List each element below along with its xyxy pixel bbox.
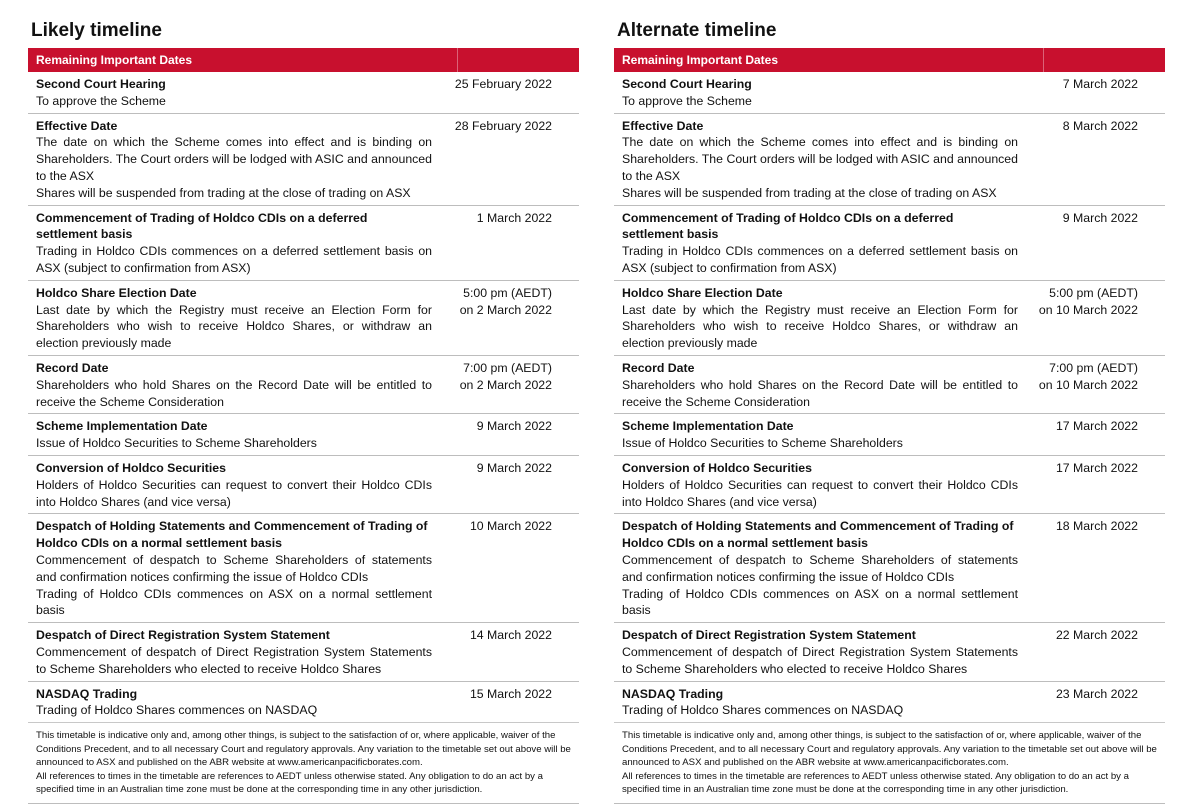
event-title: Despatch of Holding Statements and Commencement of Trading of Holdco CDIs on a normal settlement basis xyxy=(36,519,428,551)
timetable-notes xyxy=(614,723,1165,801)
event-row xyxy=(614,514,1165,623)
event-description: Commencement of despatch of Direct Registration System Statements to Scheme Shareholders who elected to receive Holdco Shares xyxy=(622,644,1018,676)
event-description: Trading of Holdco Shares commences on NASDAQ xyxy=(622,703,904,718)
table-header-date-col xyxy=(1043,48,1165,72)
event-title: Despatch of Direct Registration System Statement xyxy=(36,628,330,643)
event-row xyxy=(614,114,1165,206)
table-header xyxy=(614,48,1165,72)
event-description: Commencement of despatch to Scheme Shareholders of statements and confirmation notices confirming the issue of Holdco CDIs xyxy=(622,552,1018,584)
event-details xyxy=(614,360,1018,410)
event-details xyxy=(28,627,432,677)
event-details xyxy=(28,76,432,110)
event-title: Commencement of Trading of Holdco CDIs on a deferred settlement basis xyxy=(36,210,368,242)
event-description: Shareholders who hold Shares on the Record Date will be entitled to receive the Scheme Consideration xyxy=(622,377,1018,409)
note-paragraph: All references to times in the timetable are references to AEDT unless otherwise stated. Any obligation to do an act by a specified time in an Australian time zone must be done at the corresponding time in any other jurisdiction. xyxy=(36,770,543,796)
event-title: Record Date xyxy=(36,360,109,375)
event-row xyxy=(28,414,579,456)
event-title: Despatch of Holding Statements and Commencement of Trading of Holdco CDIs on a normal settlement basis xyxy=(622,519,1014,551)
event-title: NASDAQ Trading xyxy=(622,686,724,701)
event-row xyxy=(614,356,1165,414)
note-paragraph: All references to times in the timetable are references to AEDT unless otherwise stated. Any obligation to do an act by a specified time in an Australian time zone must be done at the corresponding time in any other jurisdiction. xyxy=(622,770,1129,796)
event-details xyxy=(614,460,1018,510)
event-row xyxy=(614,682,1165,723)
panel-title: Alternate timeline xyxy=(617,20,777,41)
event-description: Shareholders who hold Shares on the Record Date will be entitled to receive the Scheme Consideration xyxy=(36,377,432,409)
event-date: 9 March 2022 xyxy=(476,460,552,475)
event-description: The date on which the Scheme comes into effect and is binding on Shareholders. The Court orders will be lodged with ASIC and announced to the ASX xyxy=(36,135,432,183)
event-description: The date on which the Scheme comes into effect and is binding on Shareholders. The Court orders will be lodged with ASIC and announced to the ASX xyxy=(622,135,1018,183)
note-paragraph: This timetable is indicative only and, among other things, is subject to the satisfaction of or, where applicable, waiver of the Conditions Precedent, and to all necessary Court and regulatory approvals. Any variation to the timetable set out above will be announced to ASX and published on the ABR website at www.americanpacificborates.com. xyxy=(622,730,1157,769)
event-row xyxy=(614,72,1165,114)
event-row xyxy=(28,72,579,114)
event-row xyxy=(28,682,579,723)
event-details xyxy=(28,686,432,720)
event-title: Despatch of Direct Registration System Statement xyxy=(622,628,916,643)
event-title: Holdco Share Election Date xyxy=(36,285,197,300)
event-description: Trading in Holdco CDIs commences on a deferred settlement basis on ASX (subject to confirmation from ASX) xyxy=(622,244,1018,275)
event-details xyxy=(28,418,432,452)
event-title: Conversion of Holdco Securities xyxy=(36,460,226,475)
event-row xyxy=(28,514,579,623)
event-row xyxy=(28,281,579,356)
table-header-date-col xyxy=(457,48,579,72)
event-details xyxy=(614,418,1018,452)
event-date: 10 March 2022 xyxy=(469,519,552,534)
event-description: Shares will be suspended from trading at the close of trading on ASX xyxy=(622,185,997,200)
table-header-label: Remaining Important Dates xyxy=(36,53,193,67)
event-details xyxy=(614,76,1018,110)
event-rows xyxy=(28,72,579,722)
event-description: Last date by which the Registry must receive an Election Form for Shareholders who wish to receive Holdco Shares, or withdraw an election previously made xyxy=(622,302,1018,351)
event-date: 17 March 2022 xyxy=(1055,460,1138,475)
event-description: Trading of Holdco Shares commences on NASDAQ xyxy=(36,703,318,718)
event-details xyxy=(614,118,1018,202)
event-title: Second Court Hearing xyxy=(36,77,166,91)
event-row xyxy=(28,356,579,414)
event-title: Holdco Share Election Date xyxy=(622,285,783,300)
timeline-table xyxy=(614,48,1165,723)
event-row xyxy=(28,206,579,281)
event-description: Shares will be suspended from trading at the close of trading on ASX xyxy=(36,185,411,200)
event-details xyxy=(28,518,432,619)
event-title: Effective Date xyxy=(622,118,704,133)
event-date: 17 March 2022 xyxy=(1055,419,1138,434)
event-title: Conversion of Holdco Securities xyxy=(622,460,812,475)
likely-timeline-panel xyxy=(28,18,579,804)
event-row xyxy=(28,456,579,514)
event-details xyxy=(28,360,432,410)
event-description: Commencement of despatch to Scheme Shareholders of statements and confirmation notices confirming the issue of Holdco CDIs xyxy=(36,552,432,584)
table-header-label: Remaining Important Dates xyxy=(622,53,779,67)
event-date: 9 March 2022 xyxy=(1062,210,1138,225)
event-description: Last date by which the Registry must receive an Election Form for Shareholders who wish to receive Holdco Shares, or withdraw an election previously made xyxy=(36,302,432,351)
event-title: Scheme Implementation Date xyxy=(36,419,208,434)
event-row xyxy=(614,206,1165,281)
event-description: To approve the Scheme xyxy=(36,93,166,108)
event-date: 23 March 2022 xyxy=(1055,686,1138,701)
event-details xyxy=(614,627,1018,677)
event-date: 7:00 pm (AEDT) on 10 March 2022 xyxy=(1038,360,1138,392)
event-date: 22 March 2022 xyxy=(1055,628,1138,643)
alternate-timeline-panel xyxy=(614,18,1165,804)
event-row xyxy=(614,414,1165,456)
event-date: 15 March 2022 xyxy=(469,686,552,701)
event-description: Trading of Holdco CDIs commences on ASX on a normal settlement basis xyxy=(622,586,1018,618)
event-date: 28 February 2022 xyxy=(454,118,552,133)
event-title: Record Date xyxy=(622,360,695,375)
event-date: 1 March 2022 xyxy=(476,210,552,225)
event-details xyxy=(28,285,432,352)
event-details xyxy=(614,686,1018,720)
event-row xyxy=(614,281,1165,356)
event-details xyxy=(614,518,1018,619)
event-date: 7:00 pm (AEDT) on 2 March 2022 xyxy=(459,360,552,392)
event-date: 18 March 2022 xyxy=(1055,519,1138,534)
event-row xyxy=(28,114,579,206)
event-row xyxy=(614,456,1165,514)
event-title: Commencement of Trading of Holdco CDIs on a deferred settlement basis xyxy=(622,210,954,242)
event-date: 5:00 pm (AEDT) on 2 March 2022 xyxy=(459,285,552,317)
event-date: 8 March 2022 xyxy=(1062,118,1138,133)
event-date: 5:00 pm (AEDT) on 10 March 2022 xyxy=(1038,285,1138,317)
event-description: Commencement of despatch of Direct Registration System Statements to Scheme Shareholders who elected to receive Holdco Shares xyxy=(36,644,432,676)
event-description: To approve the Scheme xyxy=(622,93,752,108)
event-row xyxy=(28,623,579,681)
event-date: 25 February 2022 xyxy=(454,77,552,91)
timeline-table xyxy=(28,48,579,723)
bottom-divider xyxy=(614,803,1165,804)
event-title: NASDAQ Trading xyxy=(36,686,138,701)
event-title: Scheme Implementation Date xyxy=(622,419,794,434)
event-description: Holders of Holdco Securities can request to convert their Holdco CDIs into Holdco Shares (and vice versa) xyxy=(36,477,432,509)
event-date: 7 March 2022 xyxy=(1062,77,1138,91)
event-details xyxy=(28,460,432,510)
timetable-notes xyxy=(28,723,579,801)
event-details xyxy=(28,118,432,202)
panel-title: Likely timeline xyxy=(31,20,162,41)
note-paragraph: This timetable is indicative only and, among other things, is subject to the satisfaction of or, where applicable, waiver of the Conditions Precedent, and to all necessary Court and regulatory approvals. Any variation to the timetable set out above will be announced to ASX and published on the ABR website at www.americanpacificborates.com. xyxy=(36,730,571,769)
event-description: Trading in Holdco CDIs commences on a deferred settlement basis on ASX (subject to confirmation from ASX) xyxy=(36,244,432,275)
event-description: Issue of Holdco Securities to Scheme Shareholders xyxy=(622,436,903,451)
event-details xyxy=(614,210,1018,277)
event-date: 14 March 2022 xyxy=(469,628,552,643)
event-details xyxy=(28,210,432,277)
event-description: Holders of Holdco Securities can request to convert their Holdco CDIs into Holdco Shares (and vice versa) xyxy=(622,477,1018,509)
event-row xyxy=(614,623,1165,681)
table-header xyxy=(28,48,579,72)
event-rows xyxy=(614,72,1165,722)
event-description: Issue of Holdco Securities to Scheme Shareholders xyxy=(36,436,317,451)
event-title: Effective Date xyxy=(36,118,118,133)
event-details xyxy=(614,285,1018,352)
event-description: Trading of Holdco CDIs commences on ASX on a normal settlement basis xyxy=(36,586,432,618)
event-title: Second Court Hearing xyxy=(622,77,752,91)
event-date: 9 March 2022 xyxy=(476,419,552,434)
bottom-divider xyxy=(28,803,579,804)
